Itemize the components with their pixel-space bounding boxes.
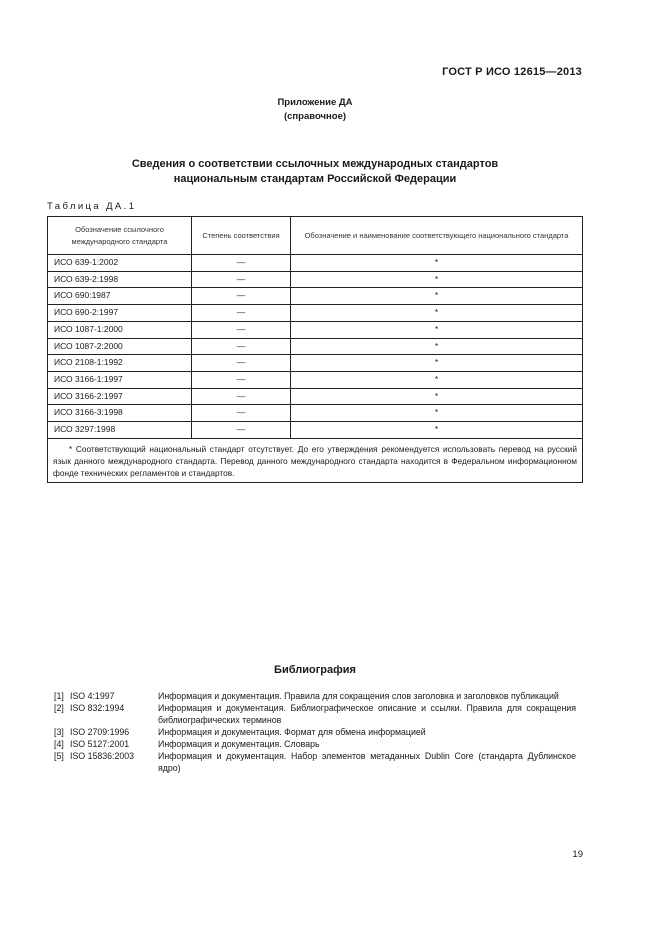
- table-cell: ИСО 639-2:1998: [48, 271, 192, 288]
- table-cell: ИСО 2108-1:1992: [48, 355, 192, 372]
- table-cell: —: [192, 422, 291, 439]
- column-header: Обозначение и наименование соответствующего национального стандарта: [291, 217, 583, 255]
- table-row: [48, 388, 583, 405]
- table-cell: —: [192, 371, 291, 388]
- table-cell: ИСО 690:1987: [48, 288, 192, 305]
- table-cell: *: [291, 305, 583, 322]
- table-cell: *: [291, 321, 583, 338]
- bibliography-text: Информация и документация. Библиографическое описание и ссылки. Правила для сокращения библиографических терминов: [158, 703, 576, 725]
- bibliography-code: ISO 4:1997: [70, 691, 115, 701]
- table-cell: —: [192, 288, 291, 305]
- annex-title: Приложение ДА: [277, 97, 353, 108]
- bibliography-code: ISO 15836:2003: [70, 751, 135, 761]
- table-row: [48, 422, 583, 439]
- table-cell: ИСО 690-2:1997: [48, 305, 192, 322]
- table-cell: *: [291, 288, 583, 305]
- table-cell: —: [192, 255, 291, 272]
- table-cell: *: [291, 422, 583, 439]
- table-row: [48, 288, 583, 305]
- bibliography-item: [54, 738, 576, 750]
- table-cell: *: [291, 371, 583, 388]
- bibliography-list: [54, 690, 576, 774]
- table-row: [48, 355, 583, 372]
- bibliography-number: [3]: [54, 727, 64, 737]
- table-cell: —: [192, 355, 291, 372]
- bibliography-code: ISO 2709:1996: [70, 727, 130, 737]
- bibliography-code: ISO 832:1994: [70, 703, 125, 713]
- table-footnote: [48, 438, 583, 482]
- table-row: [48, 255, 583, 272]
- bibliography-item: [54, 702, 576, 726]
- bibliography-number: [1]: [54, 691, 64, 701]
- bibliography-number: [5]: [54, 751, 64, 761]
- table-footnote-text: * Соответствующий национальный стандарт отсутствует. До его утверждения рекомендуется использовать перевод на русский язык данного международного стандарта. Перевод данного международного стандарта находится в Федеральном информационном фонде технических регламентов и стандартов.: [53, 443, 577, 478]
- section-heading: [0, 157, 630, 187]
- annex-subtitle: (справочное): [283, 111, 347, 122]
- bibliography-text: Информация и документация. Словарь: [158, 739, 320, 749]
- table-cell: ИСО 639-1:2002: [48, 255, 192, 272]
- bibliography-text: Информация и документация. Формат для обмена информацией: [158, 727, 426, 737]
- table-row: [48, 338, 583, 355]
- table-caption: Таблица ДА.1: [47, 201, 137, 212]
- table-cell: *: [291, 338, 583, 355]
- bibliography-number: [4]: [54, 739, 64, 749]
- page-number: 19: [572, 849, 583, 860]
- bibliography-item: [54, 690, 576, 702]
- correspondence-table: [47, 216, 583, 483]
- column-header: Обозначение ссылочного международного стандарта: [48, 217, 192, 255]
- table-row: [48, 405, 583, 422]
- table-cell: ИСО 1087-1:2000: [48, 321, 192, 338]
- table-cell: *: [291, 388, 583, 405]
- table-cell: *: [291, 271, 583, 288]
- annex-block: [0, 96, 630, 124]
- table-header-row: [48, 217, 583, 255]
- bibliography-item: [54, 726, 576, 738]
- bibliography-text: Информация и документация. Правила для сокращения слов заголовка и заголовков публикаций: [158, 691, 559, 701]
- table-row: [48, 371, 583, 388]
- table-cell: —: [192, 321, 291, 338]
- bibliography-number: [2]: [54, 703, 64, 713]
- table-cell: —: [192, 271, 291, 288]
- table-cell: ИСО 3297:1998: [48, 422, 192, 439]
- table-cell: —: [192, 388, 291, 405]
- bibliography-text: Информация и документация. Набор элементов метаданных Dublin Core (стандарта Дублинское ядро): [158, 751, 576, 773]
- table-cell: —: [192, 338, 291, 355]
- table-cell: *: [291, 355, 583, 372]
- document-code: ГОСТ Р ИСО 12615—2013: [442, 66, 582, 78]
- table-cell: *: [291, 255, 583, 272]
- table-cell: —: [192, 305, 291, 322]
- bibliography-item: [54, 750, 576, 774]
- bibliography-title: Библиография: [274, 664, 356, 676]
- table-cell: ИСО 3166-1:1997: [48, 371, 192, 388]
- table-cell: ИСО 1087-2:2000: [48, 338, 192, 355]
- table-row: [48, 321, 583, 338]
- table-cell: *: [291, 405, 583, 422]
- bibliography-code: ISO 5127:2001: [70, 739, 130, 749]
- section-heading-line1: Сведения о соответствии ссылочных международных стандартов: [131, 158, 499, 170]
- table-cell: —: [192, 405, 291, 422]
- section-heading-line2: национальным стандартам Российской Федерации: [173, 173, 457, 185]
- table-footnote-row: [48, 438, 583, 482]
- table-cell: ИСО 3166-3:1998: [48, 405, 192, 422]
- table-row: [48, 271, 583, 288]
- column-header: Степень соответствия: [192, 217, 291, 255]
- table-cell: ИСО 3166-2:1997: [48, 388, 192, 405]
- table-row: [48, 305, 583, 322]
